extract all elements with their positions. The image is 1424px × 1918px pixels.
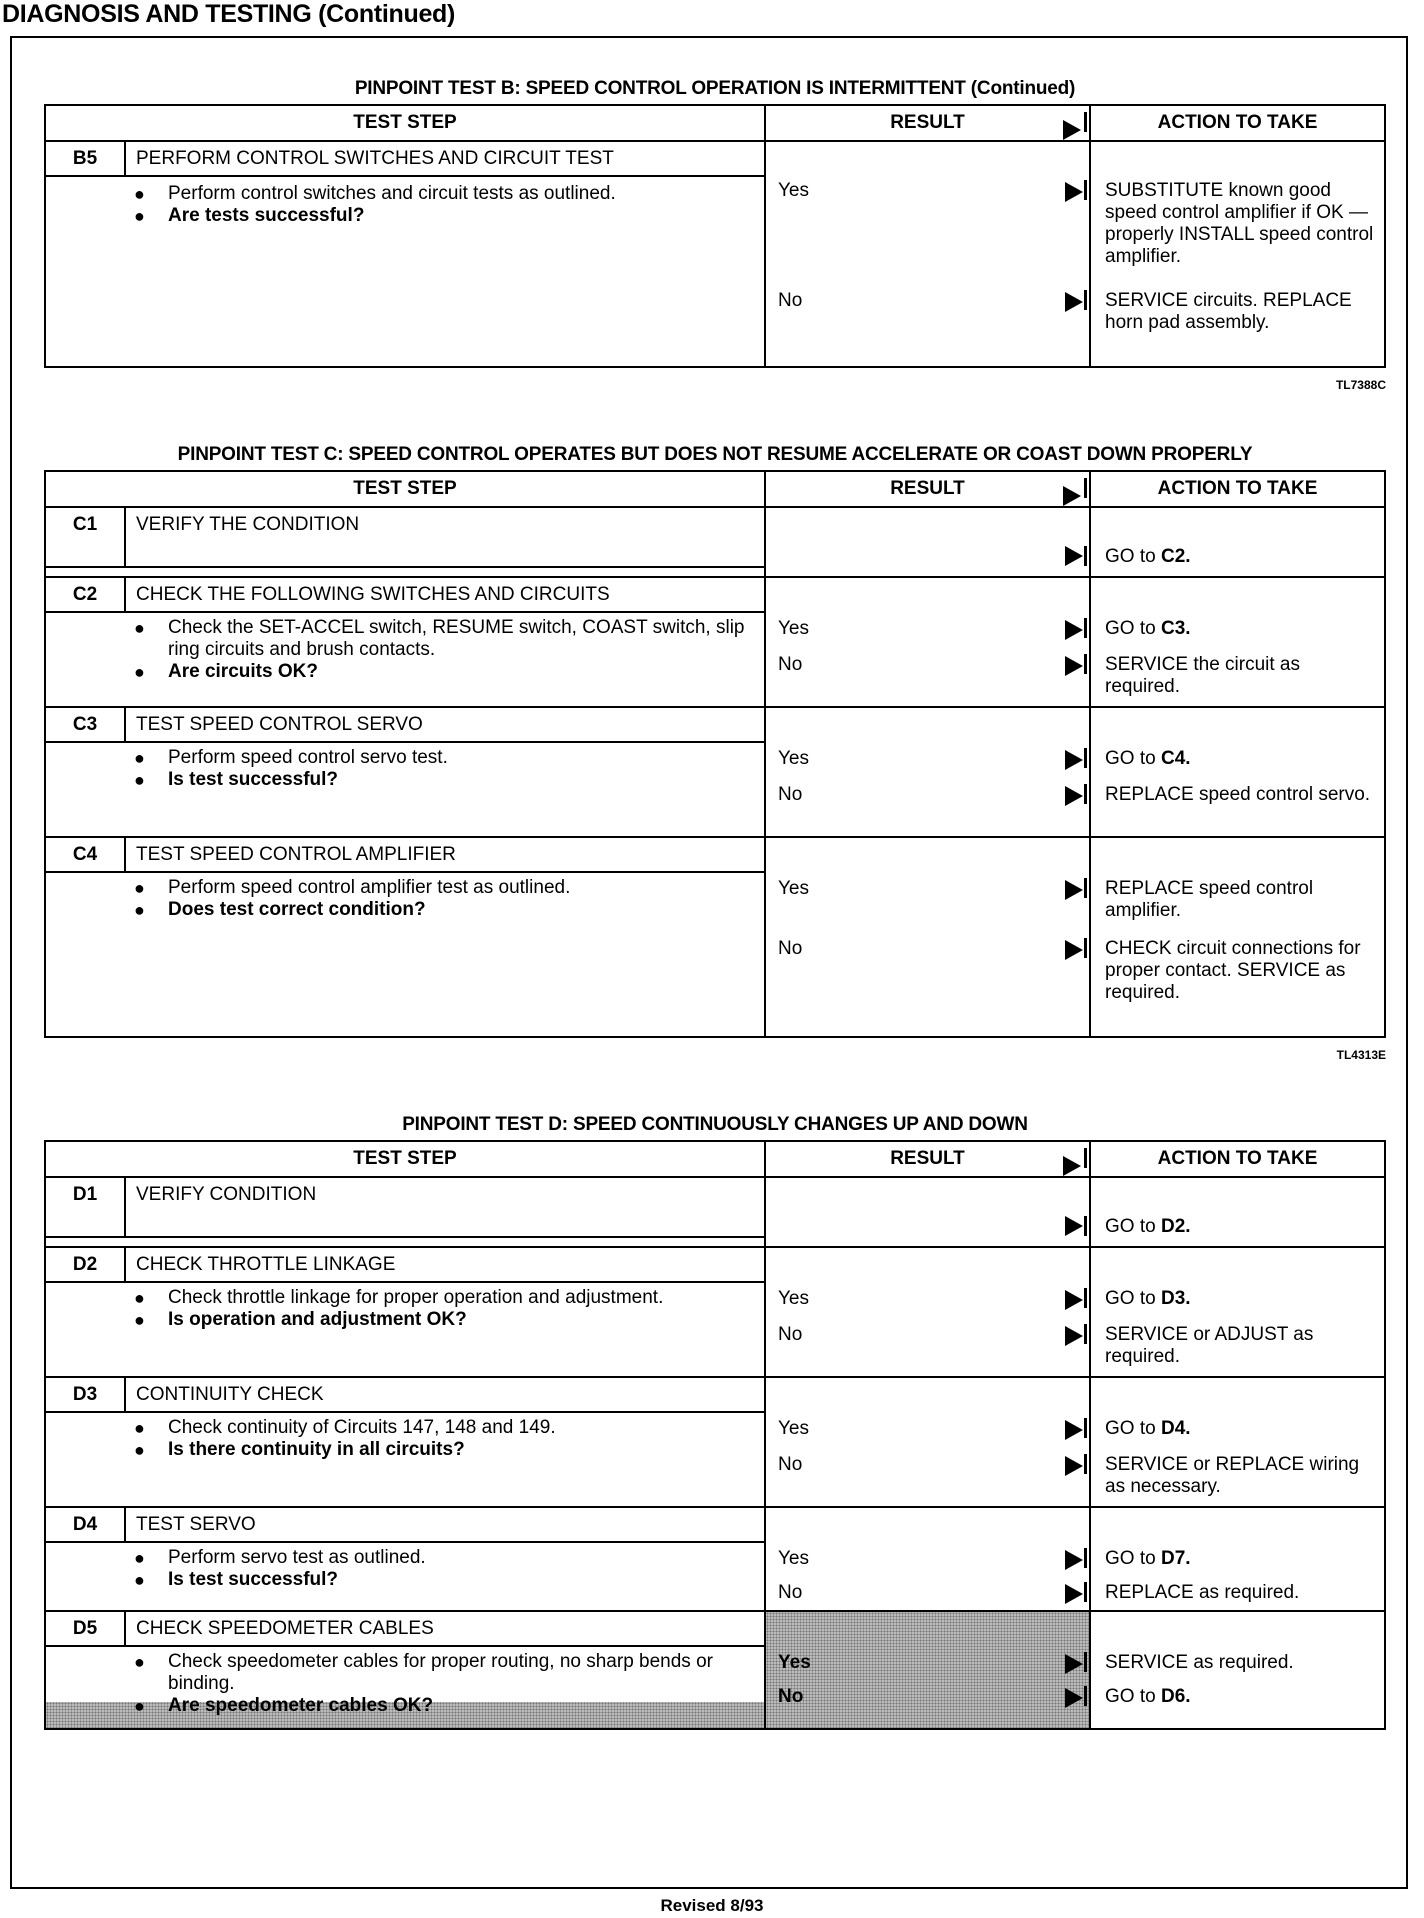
figure-code: TL4313E <box>1336 1048 1386 1062</box>
arrow-icon <box>1083 784 1087 804</box>
action-yes: SERVICE as required. <box>1105 1652 1294 1673</box>
bullet-icon: ● <box>134 618 145 638</box>
step-title: VERIFY CONDITION <box>136 1184 317 1205</box>
header-test-step: TEST STEP <box>45 105 765 141</box>
bullet-icon: ● <box>134 1440 145 1460</box>
result-no: No <box>778 654 803 675</box>
result-c1 <box>765 507 1090 577</box>
result-no: No <box>778 1686 804 1707</box>
bullet-icon: ● <box>134 1288 145 1308</box>
test-c-table <box>44 470 1386 1038</box>
step-title: TEST SPEED CONTROL AMPLIFIER <box>136 844 456 865</box>
arrow-icon <box>1083 1288 1087 1308</box>
result-d5 <box>765 1611 1090 1729</box>
action-yes: GO to D3. <box>1105 1288 1191 1309</box>
result-yes: Yes <box>778 1288 809 1309</box>
step-d2 <box>45 1247 765 1377</box>
result-yes: Yes <box>778 180 809 201</box>
result-b5 <box>765 141 1090 367</box>
arrow-icon <box>1083 878 1087 898</box>
action-d3 <box>1090 1377 1385 1507</box>
result-no: No <box>778 784 803 805</box>
header-action: ACTION TO TAKE <box>1090 105 1385 141</box>
bullet-icon: ● <box>134 662 145 682</box>
bullet-icon: ● <box>134 1696 145 1716</box>
step-id: D4 <box>46 1508 126 1541</box>
action-d4 <box>1090 1507 1385 1611</box>
step-bullet: Perform servo test as outlined. <box>168 1547 426 1568</box>
bullet-icon: ● <box>134 206 145 226</box>
page-title: DIAGNOSIS AND TESTING (Continued) <box>2 0 456 28</box>
result-yes: Yes <box>778 878 809 899</box>
result-yes: Yes <box>778 748 809 769</box>
header-result-label: RESULT <box>890 112 965 133</box>
step-d1 <box>45 1177 765 1247</box>
step-bullet: Check the SET-ACCEL switch, RESUME switch, COAST switch, slip ring circuits and brush contacts. <box>168 617 745 660</box>
header-result <box>765 1141 1090 1177</box>
page-footer: Revised 8/93 <box>660 1896 764 1915</box>
step-d5 <box>45 1611 765 1729</box>
result-no: No <box>778 1454 803 1475</box>
step-title: CHECK THE FOLLOWING SWITCHES AND CIRCUITS <box>136 584 610 605</box>
header-action: ACTION TO TAKE <box>1090 471 1385 507</box>
arrow-icon <box>1083 1324 1087 1344</box>
step-question: Is test successful? <box>168 769 339 790</box>
arrow-icon <box>1083 478 1087 498</box>
header-test-step: TEST STEP <box>45 471 765 507</box>
result-c3 <box>765 707 1090 837</box>
action-no: REPLACE speed control servo. <box>1105 784 1371 805</box>
action-c3 <box>1090 707 1385 837</box>
bullet-icon: ● <box>134 748 145 768</box>
action-c1 <box>1090 507 1385 577</box>
step-bullet: Check throttle linkage for proper operation and adjustment. <box>168 1287 664 1308</box>
result-c2 <box>765 577 1090 707</box>
result-no: No <box>778 290 803 311</box>
arrow-icon <box>1083 1582 1087 1602</box>
result-no: No <box>778 1582 803 1603</box>
step-title: VERIFY THE CONDITION <box>136 514 360 535</box>
bullet-icon: ● <box>134 184 145 204</box>
step-id: D5 <box>46 1612 126 1645</box>
arrow-icon <box>1083 112 1087 132</box>
arrow-icon <box>1065 1216 1087 1236</box>
action-b5 <box>1090 141 1385 367</box>
bullet-icon: ● <box>134 878 145 898</box>
action-c2 <box>1090 577 1385 707</box>
action-yes: GO to D4. <box>1105 1418 1191 1439</box>
action-goto: GO to C2. <box>1105 546 1191 567</box>
result-d3 <box>765 1377 1090 1507</box>
step-title: TEST SPEED CONTROL SERVO <box>136 714 423 735</box>
arrow-icon <box>1083 1652 1087 1672</box>
step-question: Are circuits OK? <box>168 661 318 682</box>
action-yes: GO to C4. <box>1105 748 1191 769</box>
result-yes: Yes <box>778 618 809 639</box>
result-c4 <box>765 837 1090 1037</box>
step-title: CHECK THROTTLE LINKAGE <box>136 1254 396 1275</box>
action-no: SERVICE or ADJUST as required. <box>1105 1324 1314 1367</box>
arrow-icon <box>1083 938 1087 958</box>
result-yes: Yes <box>778 1418 809 1439</box>
test-d-table <box>44 1140 1386 1730</box>
figure-code: TL7388C <box>1335 378 1386 392</box>
step-question: Are tests successful? <box>168 205 365 226</box>
arrow-icon <box>1083 290 1087 310</box>
step-id: C4 <box>46 838 126 871</box>
step-c4 <box>45 837 765 1037</box>
step-question: Is operation and adjustment OK? <box>168 1309 467 1330</box>
action-goto: GO to D2. <box>1105 1216 1191 1237</box>
step-bullet: Perform speed control servo test. <box>168 747 448 768</box>
pinpoint-test-b <box>44 74 1386 392</box>
result-yes: Yes <box>778 1548 809 1569</box>
step-c2 <box>45 577 765 707</box>
arrow-icon <box>1083 748 1087 768</box>
arrow-icon <box>1083 1686 1087 1706</box>
header-result-label: RESULT <box>890 1148 965 1169</box>
arrow-icon <box>1083 1148 1087 1168</box>
arrow-icon <box>1083 180 1087 200</box>
action-no: SERVICE circuits. REPLACE horn pad assembly. <box>1105 290 1352 333</box>
arrow-icon <box>1083 1548 1087 1568</box>
step-b5 <box>45 141 765 367</box>
test-b-title: PINPOINT TEST B: SPEED CONTROL OPERATION IS INTERMITTENT (Continued) <box>354 78 1076 99</box>
header-action: ACTION TO TAKE <box>1090 1141 1385 1177</box>
step-d3 <box>45 1377 765 1507</box>
action-no: CHECK circuit connections for proper contact. SERVICE as required. <box>1105 938 1361 1003</box>
step-c3 <box>45 707 765 837</box>
step-bullet: Perform control switches and circuit tests as outlined. <box>168 183 616 204</box>
arrow-icon <box>1083 1418 1087 1438</box>
bullet-icon: ● <box>134 900 145 920</box>
step-c1 <box>45 507 765 577</box>
step-id: C2 <box>46 578 126 611</box>
action-yes: GO to D7. <box>1105 1548 1191 1569</box>
step-question: Is there continuity in all circuits? <box>168 1439 465 1460</box>
step-bullet: Check continuity of Circuits 147, 148 and 149. <box>168 1417 556 1438</box>
pinpoint-test-c <box>44 440 1386 1062</box>
arrow-icon <box>1083 654 1087 674</box>
header-result <box>765 471 1090 507</box>
step-title: TEST SERVO <box>136 1514 256 1535</box>
step-id: C1 <box>46 508 126 566</box>
arrow-icon <box>1083 618 1087 638</box>
action-c4 <box>1090 837 1385 1037</box>
action-d2 <box>1090 1247 1385 1377</box>
step-id: D1 <box>46 1178 126 1236</box>
test-b-table <box>44 104 1386 368</box>
bullet-icon: ● <box>134 1310 145 1330</box>
step-title: PERFORM CONTROL SWITCHES AND CIRCUIT TEST <box>136 148 614 169</box>
step-id: B5 <box>46 142 126 175</box>
arrow-icon <box>1083 1454 1087 1474</box>
step-title: CHECK SPEEDOMETER CABLES <box>136 1618 434 1639</box>
header-test-step: TEST STEP <box>45 1141 765 1177</box>
step-question: Is test successful? <box>168 1569 339 1590</box>
action-yes: SUBSTITUTE known good speed control amplifier if OK — properly INSTALL speed control amplifier. <box>1105 180 1374 267</box>
pinpoint-test-d <box>44 1110 1386 1730</box>
action-no: REPLACE as required. <box>1105 1582 1300 1603</box>
step-d4 <box>45 1507 765 1611</box>
result-yes: Yes <box>778 1652 811 1673</box>
action-d5 <box>1090 1611 1385 1729</box>
result-d1 <box>765 1177 1090 1247</box>
action-yes: GO to C3. <box>1105 618 1191 639</box>
action-no: SERVICE or REPLACE wiring as necessary. <box>1105 1454 1360 1497</box>
test-c-title: PINPOINT TEST C: SPEED CONTROL OPERATES BUT DOES NOT RESUME ACCELERATE OR COAST DOWN PROPERLY <box>177 444 1253 465</box>
result-d4 <box>765 1507 1090 1611</box>
step-title: CONTINUITY CHECK <box>136 1384 324 1405</box>
step-id: D3 <box>46 1378 126 1411</box>
header-result <box>765 105 1090 141</box>
step-question: Does test correct condition? <box>168 899 426 920</box>
bullet-icon: ● <box>134 1548 145 1568</box>
action-yes: REPLACE speed control amplifier. <box>1105 878 1314 921</box>
step-id: C3 <box>46 708 126 741</box>
result-d2 <box>765 1247 1090 1377</box>
header-result-label: RESULT <box>890 478 965 499</box>
test-d-title: PINPOINT TEST D: SPEED CONTINUOUSLY CHANGES UP AND DOWN <box>402 1114 1028 1135</box>
step-id: D2 <box>46 1248 126 1281</box>
action-no: GO to D6. <box>1105 1686 1191 1707</box>
action-d1 <box>1090 1177 1385 1247</box>
arrow-icon <box>1065 546 1087 566</box>
bullet-icon: ● <box>134 1570 145 1590</box>
step-bullet: Check speedometer cables for proper routing, no sharp bends or binding. <box>168 1651 713 1694</box>
action-no: SERVICE the circuit as required. <box>1105 654 1301 697</box>
result-no: No <box>778 938 803 959</box>
bullet-icon: ● <box>134 1652 145 1672</box>
bullet-icon: ● <box>134 770 145 790</box>
step-bullet: Perform speed control amplifier test as outlined. <box>168 877 571 898</box>
result-no: No <box>778 1324 803 1345</box>
bullet-icon: ● <box>134 1418 145 1438</box>
step-question: Are speedometer cables OK? <box>168 1695 434 1716</box>
